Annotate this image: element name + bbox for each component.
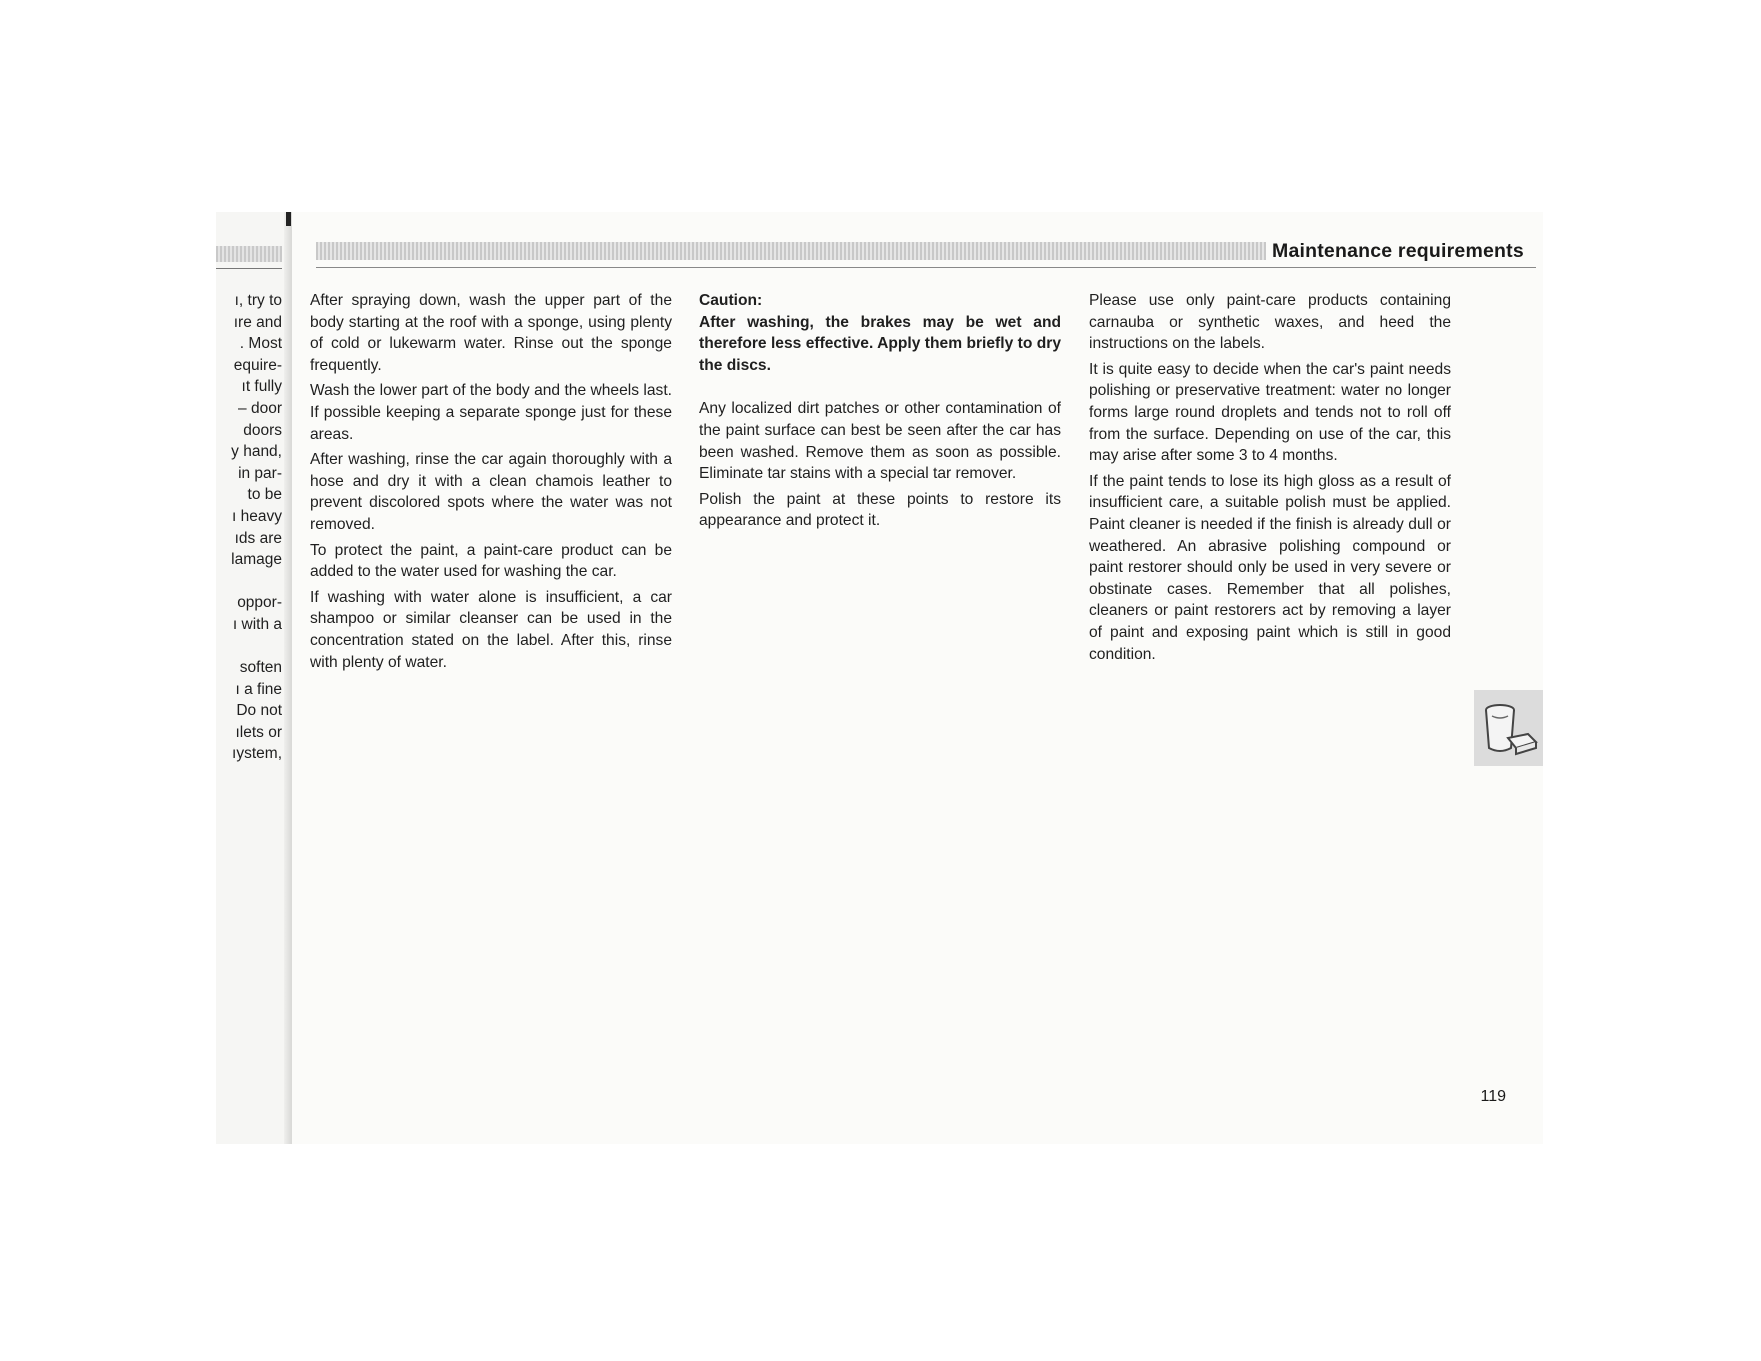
paragraph: Please use only paint-care products containing carnauba or synthetic waxes, and heed the instructions on the labels. <box>1089 292 1451 353</box>
previous-page-line: ıystem, <box>232 745 282 763</box>
text-column-right <box>1089 290 1451 669</box>
paragraph: If the paint tends to lose its high gloss as a result of insufficient care, a suitable polish must be applied. Paint cleaner is needed if the finish is already dull or weathered. An abrasive polishing compound or paint restorer should only be used in very severe or obstinate cases. Remember that all polishes, cleaners or paint restorers act by removing a layer of paint and exposing paint which is still in good condition. <box>1089 472 1451 663</box>
previous-page-header-rule <box>216 268 282 269</box>
previous-page-line: to be <box>247 486 282 504</box>
section-thumb-tab <box>1474 690 1543 766</box>
previous-page-line: ı with a <box>232 615 282 633</box>
caution-heading: Caution: <box>699 292 763 309</box>
bucket-sponge-icon <box>1480 696 1538 760</box>
previous-page-line: lamage <box>231 551 282 569</box>
paragraph: It is quite easy to decide when the car's paint needs polishing or preservative treatment: water no longer forms large round droplets and tends not to roll off from the surface. Depending on use of the car, this may arise after some 3 to 4 months. <box>1089 360 1451 465</box>
paragraph: If washing with water alone is insufficient, a car shampoo or similar cleanser can be used in the concentration stated on the label. After this, rinse with plenty of water. <box>310 588 672 671</box>
previous-page-line: y hand, <box>231 443 282 461</box>
paragraph: After spraying down, wash the upper part of the body starting at the roof with a sponge, using plenty of cold or lukewarm water. Rinse out the sponge frequently. <box>310 292 672 374</box>
previous-page-line: ılets or <box>235 723 282 741</box>
header-pattern-bar <box>316 242 1266 260</box>
text-column-middle <box>699 290 1061 536</box>
scanned-spread <box>216 212 1543 1144</box>
previous-page-line: Do not <box>236 702 282 720</box>
previous-page-line: ıds are <box>234 529 282 547</box>
previous-page-header-bar <box>216 246 282 262</box>
previous-page-fragment <box>216 212 292 1144</box>
previous-page-text <box>216 290 282 765</box>
previous-page-line: ı heavy <box>232 507 282 525</box>
previous-page-line: ı a fine <box>235 680 282 698</box>
page-number: 119 <box>1480 1088 1506 1105</box>
previous-page-line: doors <box>243 421 282 439</box>
previous-page-line: – door <box>238 399 282 417</box>
page-section-title: Maintenance requirements <box>1272 240 1524 262</box>
paragraph: To protect the paint, a paint-care product can be added to the water used for washing the car. <box>310 541 672 581</box>
text-column-left <box>310 290 672 677</box>
paragraph: Polish the paint at these points to restore its appearance and protect it. <box>699 490 1061 530</box>
previous-page-line: ı, try to <box>234 292 282 309</box>
paragraph: Any localized dirt patches or other contamination of the paint surface can best be seen after the car has been washed. Remove them as soon as possible. Eliminate tar stains with a special tar remover. <box>699 400 1061 483</box>
previous-page-line-gap <box>216 571 282 593</box>
previous-page-line: . Most <box>239 335 282 353</box>
previous-page-line: ıre and <box>233 313 282 331</box>
previous-page-line-gap <box>216 636 282 658</box>
previous-page-line: equire- <box>233 356 282 374</box>
previous-page-line: in par- <box>238 464 282 482</box>
paragraph: Wash the lower part of the body and the wheels last. If possible keeping a separate sponge just for these areas. <box>310 382 672 443</box>
header-rule <box>316 267 1536 268</box>
binding-mark <box>286 212 291 226</box>
previous-page-line: oppor- <box>237 594 282 612</box>
previous-page-line: soften <box>239 659 282 677</box>
paragraph: After washing, rinse the car again thoroughly with a hose and dry it with a clean chamois leather to prevent discolored spots where the water was not removed. <box>310 451 672 533</box>
book-spine-shadow <box>284 212 292 1144</box>
caution-text: After washing, the brakes may be wet and therefore less effective. Apply them briefly to dry the discs. <box>699 313 1061 374</box>
previous-page-line: ıt fully <box>241 378 282 396</box>
